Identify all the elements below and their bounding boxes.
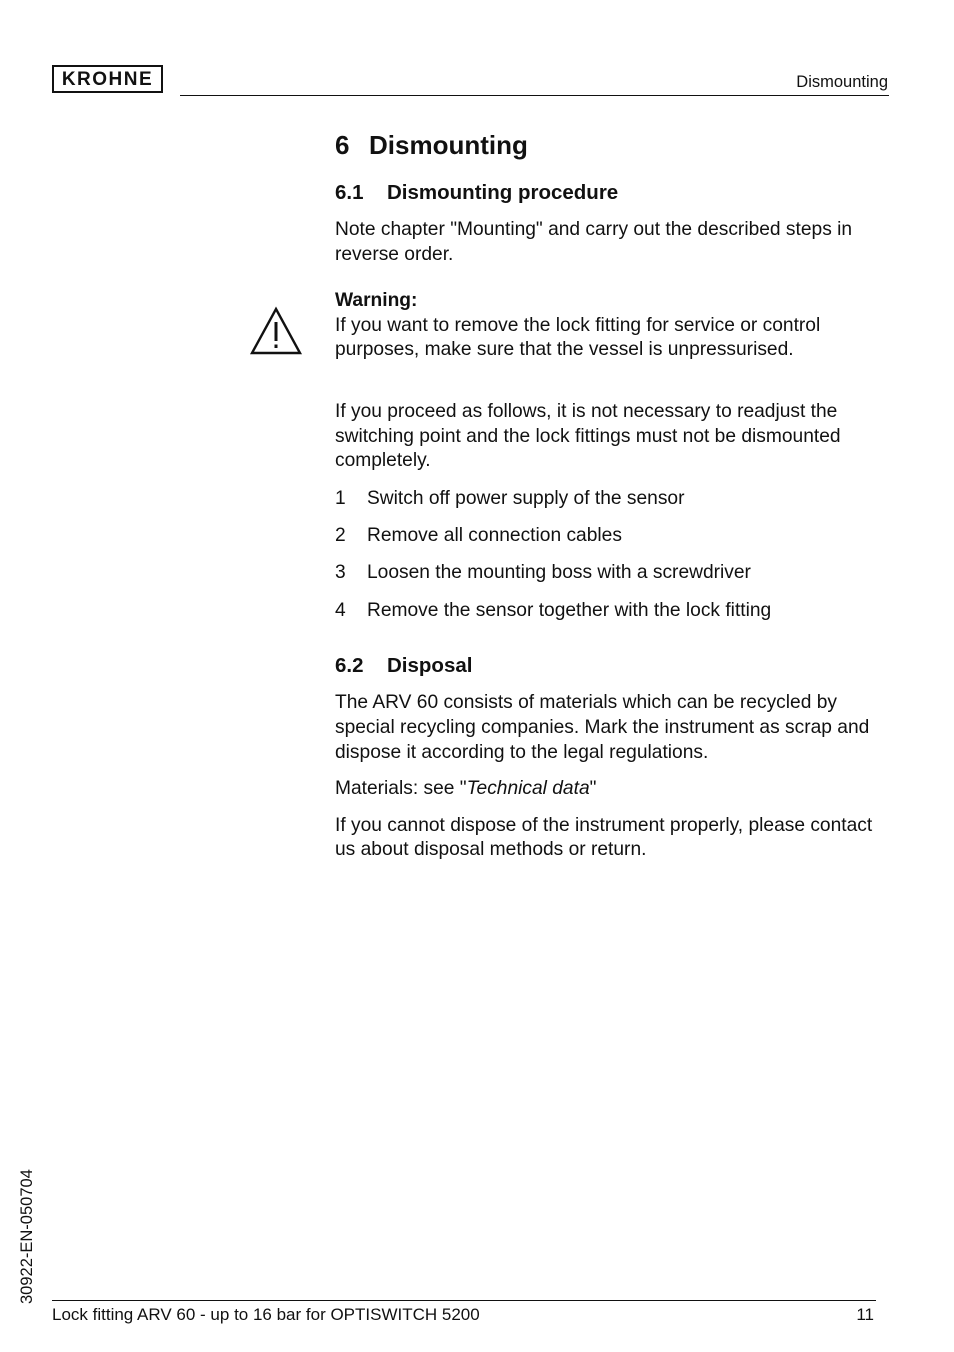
list-item [335, 561, 895, 586]
step-number: 1 [335, 487, 346, 509]
warning-text: If you want to remove the lock fitting for service or control purposes, make sure that the vessel is unpressurised. [335, 314, 821, 361]
list-item [335, 524, 895, 549]
step-text: Loosen the mounting boss with a screwdriver [367, 562, 751, 584]
header-divider [180, 95, 889, 96]
disposal-contact-paragraph: If you cannot dispose of the instrument properly, please contact us about disposal methods or return. [335, 814, 873, 861]
list-item [335, 487, 895, 512]
warning-triangle-icon [249, 306, 303, 356]
materials-paragraph [335, 777, 895, 802]
running-header: Dismounting [796, 73, 888, 91]
step-number: 4 [335, 599, 346, 621]
page-number: 11 [856, 1305, 874, 1324]
krohne-logo [52, 65, 163, 93]
disposal-paragraph: The ARV 60 consists of materials which can be recycled by special recycling companies. Mark the instrument as scrap and dispose it according to the legal regulations. [335, 692, 870, 763]
procedure-steps [335, 487, 895, 624]
section-number: 6.2 [335, 654, 364, 678]
list-item [335, 599, 895, 624]
step-text: Remove all connection cables [367, 524, 622, 546]
logo-text: KROHNE [61, 68, 154, 90]
chapter-number: 6 [335, 130, 350, 160]
step-text: Remove the sensor together with the lock fitting [367, 599, 772, 621]
chapter-heading [335, 126, 895, 164]
warning-title: Warning: [335, 290, 418, 312]
footer-divider [52, 1300, 876, 1301]
section-heading-6-2 [335, 651, 895, 681]
section-title: Disposal [387, 654, 473, 678]
procedure-intro: If you proceed as follows, it is not necessary to readjust the switching point and the lock fittings must not be dismounted completely. [335, 400, 841, 472]
section-heading-6-1 [335, 178, 895, 208]
step-number: 2 [335, 524, 346, 546]
step-text: Switch off power supply of the sensor [367, 487, 685, 509]
step-number: 3 [335, 562, 346, 584]
materials-suffix: " [589, 778, 597, 800]
section-number: 6.1 [335, 181, 364, 204]
technical-data-reference: Technical data [466, 778, 590, 800]
materials-prefix: Materials: see " [335, 778, 467, 800]
section-title: Dismounting procedure [387, 181, 619, 204]
page-content [335, 126, 895, 863]
chapter-title: Dismounting [369, 130, 528, 160]
document-code: 30922-EN-050704 [18, 1169, 36, 1304]
mounting-note-paragraph: Note chapter "Mounting" and carry out the described steps in reverse order. [335, 219, 853, 265]
footer-title: Lock fitting ARV 60 - up to 16 bar for OPTISWITCH 5200 [52, 1305, 480, 1324]
